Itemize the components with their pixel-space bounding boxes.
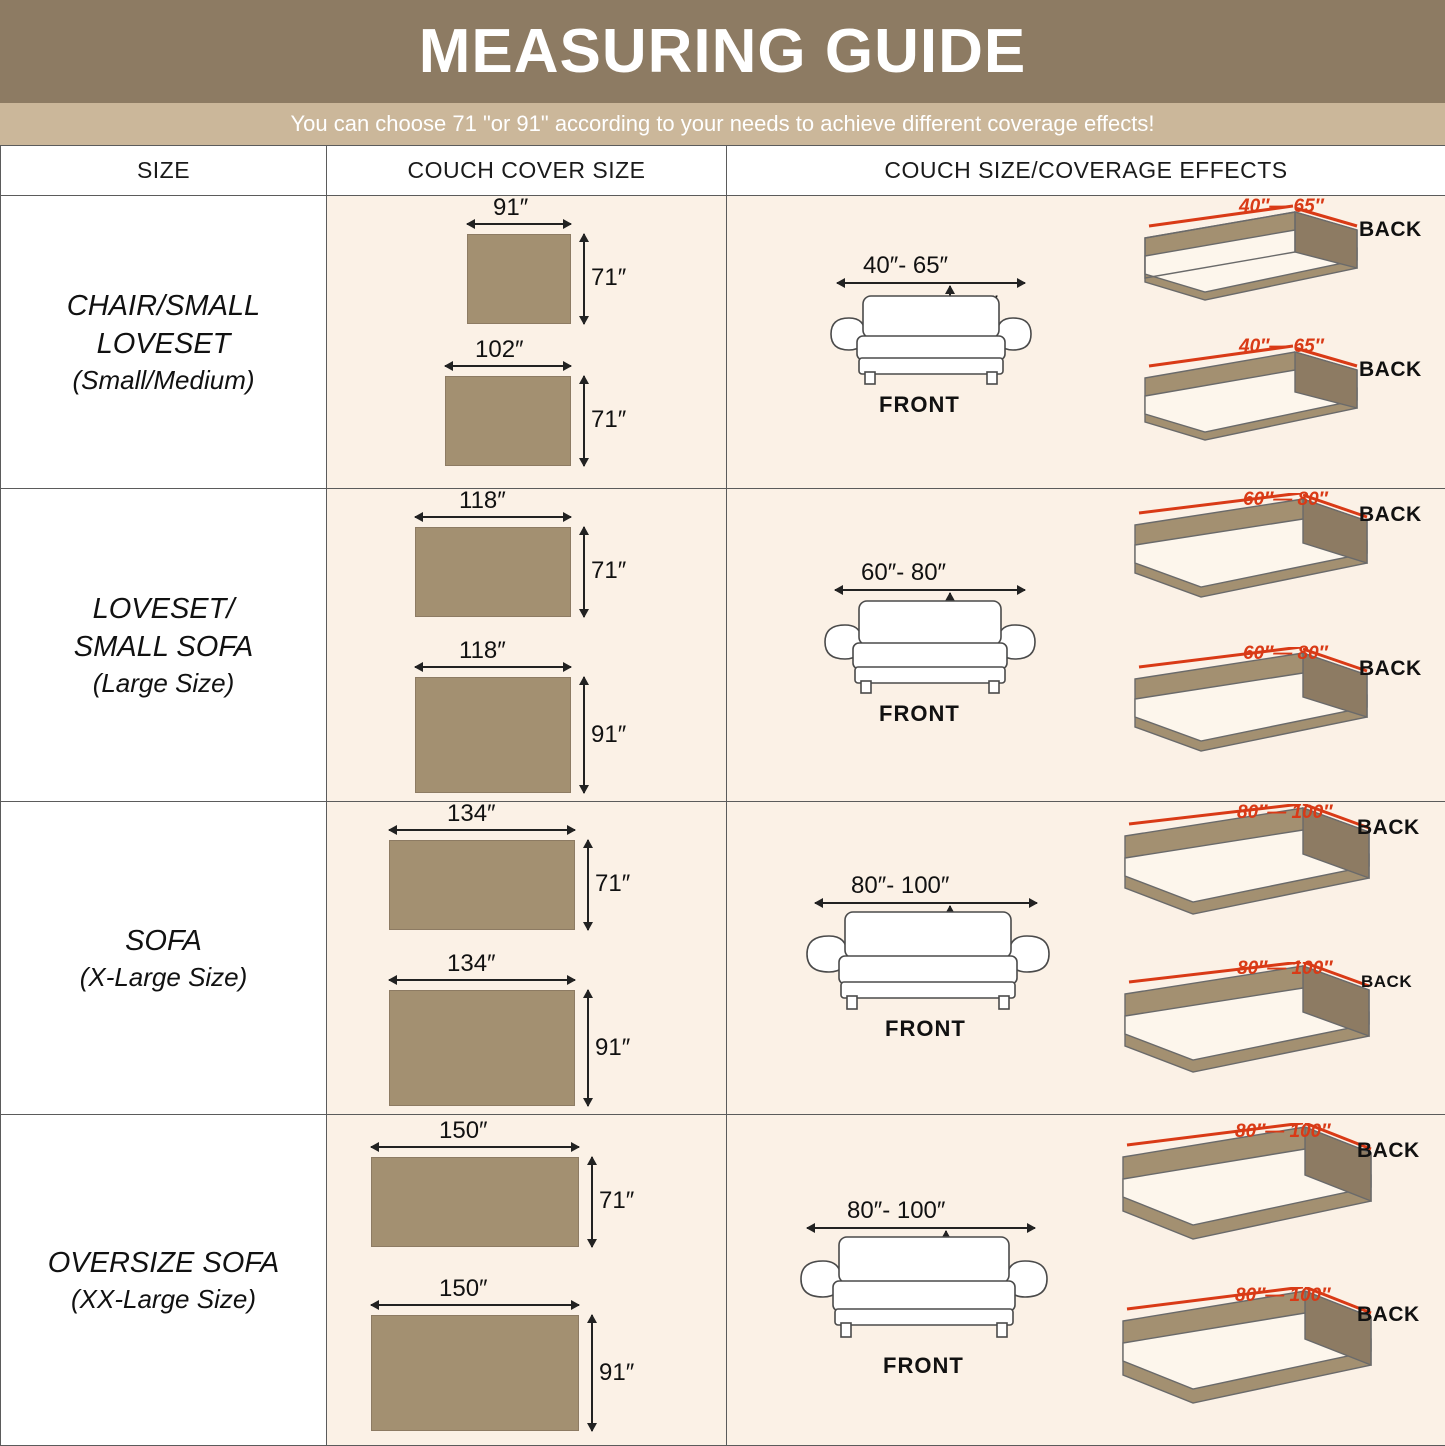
height-arrow	[583, 677, 585, 793]
table-row	[1, 1115, 1445, 1446]
back-view-label: BACK	[1359, 503, 1422, 527]
column-header-coverage-effects: COUCH SIZE/COVERAGE EFFECTS	[727, 146, 1445, 196]
front-view-label: FRONT	[883, 1353, 964, 1379]
cover-width-label: 118″	[459, 637, 506, 665]
back-range-label: 80″— 100″	[1237, 802, 1332, 824]
header-banner	[0, 0, 1445, 103]
width-arrow	[389, 979, 575, 981]
cover-height-label: 71″	[591, 406, 626, 434]
size-label-oversize-sofa: OVERSIZE SOFA (XX-Large Size)	[1, 1115, 327, 1446]
front-view-label: FRONT	[885, 1016, 966, 1042]
cover-size-diagram-row4	[327, 1115, 727, 1446]
height-arrow	[591, 1157, 593, 1247]
width-arrow	[389, 829, 575, 831]
width-arrow	[371, 1304, 579, 1306]
back-view-label: BACK	[1357, 1139, 1420, 1163]
width-arrow	[371, 1146, 579, 1148]
column-header-size: SIZE	[1, 146, 327, 196]
width-arrow	[467, 223, 571, 225]
size-label-loveset-small-sofa: LOVESET/ SMALL SOFA (Large Size)	[1, 489, 327, 802]
cover-height-label: 91″	[599, 1359, 634, 1387]
cover-swatch	[389, 840, 575, 930]
coverage-effects-row4	[727, 1115, 1445, 1446]
sofa-back-illustration	[1117, 962, 1379, 1096]
coverage-effects-row2	[727, 489, 1445, 802]
sofa-back-illustration	[1127, 647, 1377, 777]
couch-width-label: 40″- 65″	[863, 252, 948, 280]
cover-width-label: 118″	[459, 487, 506, 515]
sofa-back-illustration	[1135, 204, 1365, 324]
back-view-label: BACK	[1361, 972, 1412, 992]
back-range-label: 40″— 65″	[1239, 336, 1324, 358]
size-guide-table	[0, 145, 1445, 1446]
back-range-label: 80″— 100″	[1237, 958, 1332, 980]
subheader-banner	[0, 103, 1445, 145]
cover-width-label: 102″	[475, 336, 524, 364]
sofa-front-illustration	[793, 1225, 1055, 1341]
cover-swatch	[371, 1315, 579, 1431]
couch-width-label: 60″- 80″	[861, 559, 946, 587]
cover-width-label: 150″	[439, 1117, 488, 1145]
table-row	[1, 489, 1445, 802]
cover-swatch	[371, 1157, 579, 1247]
back-view-label: BACK	[1357, 816, 1420, 840]
back-range-label: 60″— 80″	[1243, 643, 1328, 665]
cover-width-label: 134″	[447, 950, 496, 978]
cover-height-label: 71″	[591, 264, 626, 292]
back-range-label: 80″— 100″	[1235, 1285, 1330, 1307]
width-arrow	[415, 516, 571, 518]
width-arrow	[415, 666, 571, 668]
cover-size-diagram-row1	[327, 196, 727, 489]
loveseat-front-illustration	[823, 280, 1039, 388]
back-view-label: BACK	[1357, 1303, 1420, 1327]
back-view-label: BACK	[1359, 358, 1422, 382]
cover-swatch	[415, 527, 571, 617]
front-view-label: FRONT	[879, 392, 960, 418]
cover-height-label: 91″	[591, 721, 626, 749]
cover-width-label: 150″	[439, 1275, 488, 1303]
front-view-label: FRONT	[879, 701, 960, 727]
subtitle-text: You can choose 71 "or 91" according to your needs to achieve different coverage effects!	[290, 111, 1154, 137]
cover-width-label: 91″	[493, 194, 528, 222]
sofa-front-illustration	[799, 900, 1057, 1012]
cover-swatch	[389, 990, 575, 1106]
table-header-row	[1, 146, 1445, 196]
cover-swatch	[445, 376, 571, 466]
couch-width-label: 80″- 100″	[847, 1197, 945, 1225]
back-range-label: 60″— 80″	[1243, 489, 1328, 511]
size-label-chair-small-loveset: CHAIR/SMALL LOVESET (Small/Medium)	[1, 196, 327, 489]
back-view-label: BACK	[1359, 218, 1422, 242]
coverage-effects-row1	[727, 196, 1445, 489]
height-arrow	[587, 990, 589, 1106]
sofa-back-illustration	[1115, 1287, 1381, 1427]
cover-height-label: 71″	[591, 557, 626, 585]
table-row	[1, 802, 1445, 1115]
column-header-cover-size: COUCH COVER SIZE	[327, 146, 727, 196]
height-arrow	[583, 234, 585, 324]
cover-size-diagram-row2	[327, 489, 727, 802]
sofa-back-illustration	[1127, 493, 1377, 623]
cover-swatch	[415, 677, 571, 793]
height-arrow	[583, 527, 585, 617]
cover-size-diagram-row3	[327, 802, 727, 1115]
back-view-label: BACK	[1359, 657, 1422, 681]
height-arrow	[591, 1315, 593, 1431]
couch-width-label: 80″- 100″	[851, 872, 949, 900]
cover-height-label: 71″	[599, 1187, 634, 1215]
sofa-back-illustration	[1135, 344, 1365, 464]
loveseat-front-illustration	[817, 587, 1043, 697]
page-title: MEASURING GUIDE	[419, 16, 1026, 87]
cover-swatch	[467, 234, 571, 324]
height-arrow	[583, 376, 585, 466]
back-range-label: 40″— 65″	[1239, 196, 1324, 218]
size-label-sofa: SOFA (X-Large Size)	[1, 802, 327, 1115]
cover-height-label: 71″	[595, 870, 630, 898]
back-range-label: 80″— 100″	[1235, 1121, 1330, 1143]
cover-width-label: 134″	[447, 800, 496, 828]
sofa-back-illustration	[1117, 804, 1379, 938]
height-arrow	[587, 840, 589, 930]
cover-height-label: 91″	[595, 1034, 630, 1062]
table-row	[1, 196, 1445, 489]
coverage-effects-row3	[727, 802, 1445, 1115]
width-arrow	[445, 365, 571, 367]
sofa-back-illustration	[1115, 1123, 1381, 1263]
